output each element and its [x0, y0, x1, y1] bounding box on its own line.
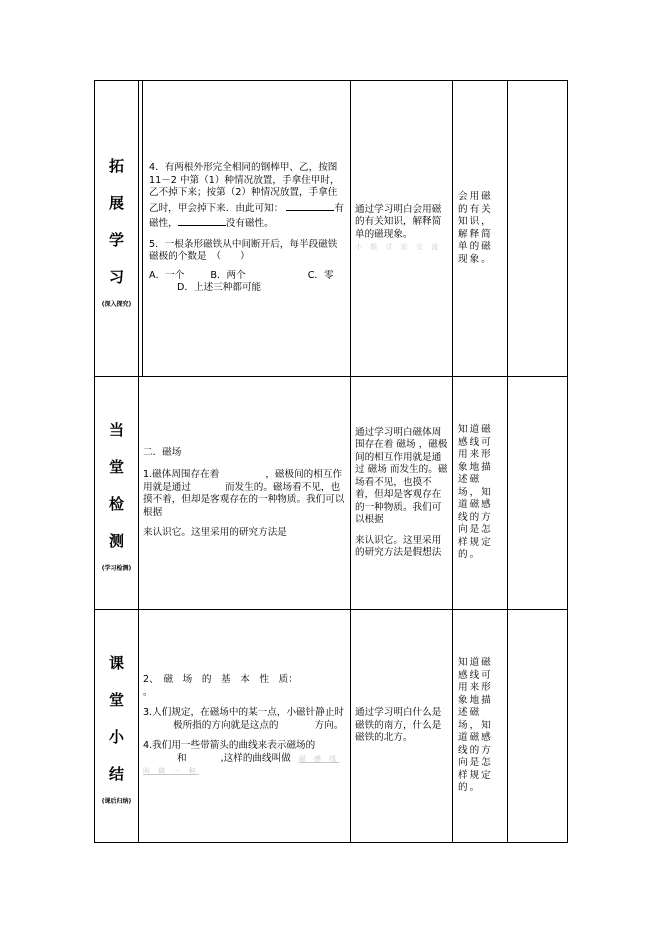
content-cell — [139, 81, 351, 377]
section-title: 二．磁场 — [143, 446, 182, 458]
question-5-options: A．一个 B．两个 C．零 D．上述三种都可能 — [149, 269, 334, 294]
row-classroom-test — [95, 377, 568, 610]
row-label-sub: (深入探究) — [101, 300, 132, 308]
content-cell — [139, 610, 351, 843]
question-5: 5．一根条形磁铁从中间断开后，每半段磁铁磁极的个数是 （ ） — [149, 238, 338, 263]
paragraph-4: 4.我们用一些带箭头的曲线来表示磁场的和 ,这样的曲线叫做 磁 感 线 叫 做 一 种 — [143, 740, 340, 776]
question-4: 4．有两根外形完全相同的钢棒甲、乙，按图 11－2 中第（1）种情况放置，手拿住甲时，乙不掉下来；按第（2）种情况放置，手拿住乙时，甲会掉下来．由此可知： 有磁性， 没有磁性。 — [149, 162, 344, 230]
learning-goal: 通过学习明白什么是磁铁的南方，什么是磁铁的北方。 — [351, 610, 453, 843]
row-label: 当 堂 检 测 (学习检测) — [95, 377, 139, 610]
notes-cell — [508, 81, 568, 377]
answer-blank — [286, 200, 334, 211]
content-cell — [139, 377, 351, 610]
learning-goal: 通过学习明白会用磁的有关知识，解释简单的磁现象。 小 组 讨 论 交 流 — [351, 81, 453, 377]
lesson-table — [94, 80, 568, 843]
answer-blank — [178, 215, 226, 226]
learning-goal: 通过学习明白磁体周围存在着 磁场 ，磁极间的相互作用就是通过 磁场 而发生的。磁场看不见，也摸不着，但却是客观存在的一种物质。我们可以根据 来认识它。这里采用的研究方法是假想法 — [351, 377, 453, 610]
learning-outcome: 会用磁的有关知识，解释简单的磁现象。 — [453, 81, 508, 377]
row-extension-study — [95, 81, 568, 377]
row-label-sub: (学习检测) — [101, 565, 132, 572]
learning-outcome: 知道磁感线可用来形象地描述磁场，知道磁感线的方向是怎样规定的。 — [453, 377, 508, 610]
row-label: 课 堂 小 结 (课后归纳) — [95, 610, 139, 843]
notes-cell — [508, 377, 568, 610]
row-label: 拓 展 学 习 (深入探究) — [95, 81, 139, 377]
row-class-summary — [95, 610, 568, 843]
paragraph-3: 3.人们规定，在磁场中的某一点，小磁针静止时极所指的方向就是这点的 方向。 — [143, 707, 345, 731]
paragraph-1: 1.磁体周围存在着 ，磁极间的相互作用就是通过 而发生的。磁场看不见，也摸不着，但却是客观存在的一种物质。我们可以根据 — [143, 469, 345, 518]
notes-cell — [508, 610, 568, 843]
paragraph-2: 2、 磁 场 的 基 本 性 质： 。 — [143, 674, 298, 698]
learning-outcome: 知道磁感线可用来形象地描述磁场，知道磁感线的方向是怎样规定的。 — [453, 610, 508, 843]
paragraph-2: 来认识它。这里采用的研究方法是 — [143, 527, 287, 538]
row-label-sub: (课后归纳) — [101, 798, 132, 805]
